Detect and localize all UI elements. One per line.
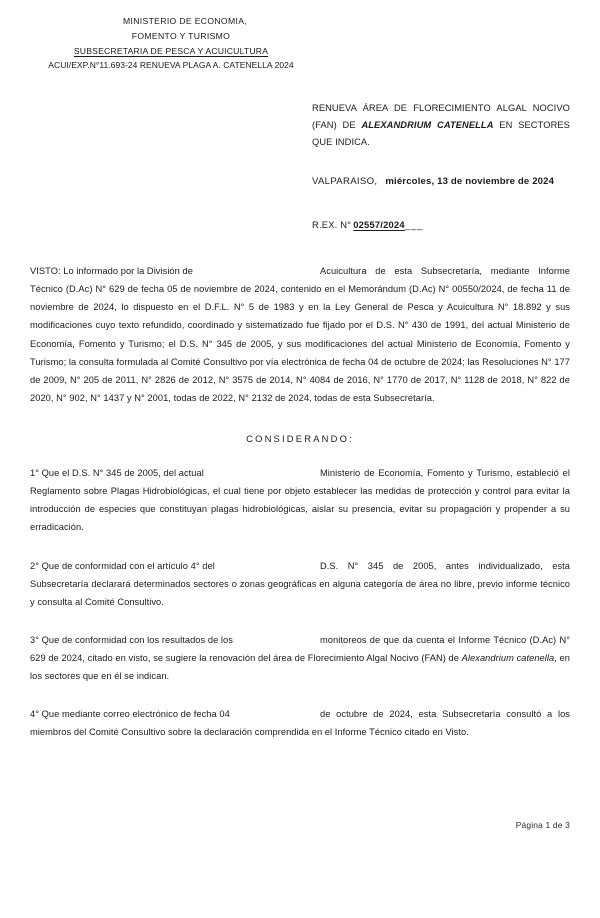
letterhead-ministry-line-2: FOMENTO Y TURISMO (131, 30, 231, 41)
considerando-3-text-after: , en los sectores que en él se indican. (30, 653, 570, 682)
considerando-2-text: D.S. N° 345 de 2005, antes individualizado, esta Subsecretaría declarará determinados sectores o zonas geográficas en alguna categoría de área no libre, previo informe técnico y consulta al Comité Consultivo. (30, 560, 570, 607)
considerando-3-species-name: Alexandrium catenella (461, 653, 555, 663)
letterhead-subsecretaria: SUBSECRETARIA DE PESCA Y ACUICULTURA (73, 45, 269, 56)
resolution-number-underscores: ___ (404, 219, 424, 230)
page-number-label: Página 1 de 3 (515, 820, 570, 830)
considerando-item-1 (30, 464, 570, 537)
resolution-label: R.EX. N° (312, 219, 352, 230)
subject-block (312, 100, 570, 152)
letterhead-file-reference: ACUI/EXP.N°11.693-24 RENUEVA PLAGA A. CATENELLA 2024 (48, 60, 294, 71)
document-date: miércoles, 13 de noviembre de 2024 (385, 176, 555, 187)
subject-text-part-1: RENUEVA ÁREA DE FLORECIMIENTO ALGAL NOCIVO (FAN) DE (312, 103, 570, 131)
considerando-item-4 (30, 705, 570, 741)
place-and-date (312, 176, 554, 187)
place-name: VALPARAISO, (312, 176, 378, 187)
considerando-item-3 (30, 631, 570, 685)
visto-text: Acuicultura de esta Subsecretaría, mediante Informe Técnico (D.Ac) N° 629 de fecha 05 de noviembre de 2024, contenido en el Memorándum (D.Ac) N° 00550/2024, de fecha 11 de noviembre de 2024, lo dispuesto en el D.F.L. N° 5 de 1983 y en la Ley General de Pesca y Acuicultura N° 18.892 y sus modificaciones cuyo texto refundido, coordinado y sistematizado fue fijado por el D.S. N° 430 de 1991, del actual Ministerio de Economía, Fomento y Turismo; el D.S. N° 345 de 2005, y sus modificaciones del actual Ministerio de Economía, Fomento y Turismo; la consulta formulada al Comité Consultivo por vía electrónica de fecha 04 de octubre de 2024; las Resoluciones N° 177 de 2009, N° 205 de 2011, N° 2826 de 2012, N° 3575 de 2014, N° 4084 de 2016, N° 1770 de 2017, N° 1128 de 2018, N° 822 de 2020, N° 902, N° 1437 y N° 2001, todas de 2022, N° 2132 de 2024, todas de esta Subsecretaría. (30, 266, 570, 403)
subject-text-part-2: EN SECTORES QUE INDICA. (312, 120, 570, 148)
resolution-number: 02557/2024 (353, 219, 405, 230)
considerando-2-lead: 2° Que de conformidad con el artículo 4° del (30, 560, 215, 571)
considerando-1-lead: 1° Que el D.S. N° 345 de 2005, del actual (30, 468, 204, 478)
considerando-3-lead: 3° Que de conformidad con los resultados de los (30, 634, 233, 645)
considerando-1-text: Ministerio de Economía, Fomento y Turismo, estableció el Reglamento sobre Plagas Hidrobiológicas, el cual tiene por objeto establecer las medidas de protección y control para evitar la introducción de especies que constituyan plagas hidrobiológicas, aislar su presencia, evitar su propagación y propender a su erradicación. (30, 468, 570, 533)
considerando-heading: CONSIDERANDO: (246, 433, 354, 444)
considerando-4-lead: 4° Que mediante correo electrónico de fecha 04 (30, 709, 230, 720)
letterhead-ministry-line-1: MINISTERIO DE ECONOMIA, (122, 16, 248, 26)
resolution-number-line (312, 219, 423, 230)
considerando-4-text: de octubre de 2024, esta Subsecretaría consultó a los miembros del Comité Consultivo sobre la declaración comprendida en el Informe Técnico citado en Visto. (30, 709, 570, 738)
visto-paragraph (30, 262, 570, 407)
page-footer (0, 820, 570, 830)
considerando-item-2 (30, 557, 570, 611)
document-body (30, 262, 570, 752)
considerando-3-text-before: monitoreos de que da cuenta el Informe Técnico (D.Ac) N° 629 de 2024, citado en visto, se sugiere la renovación del área de Florecimiento Algal Nocivo (FAN) de (30, 634, 570, 663)
subject-species-name: ALEXANDRIUM CATENELLA (361, 120, 494, 131)
letterhead (26, 14, 316, 73)
visto-lead: VISTO: Lo informado por la División de (30, 266, 193, 276)
